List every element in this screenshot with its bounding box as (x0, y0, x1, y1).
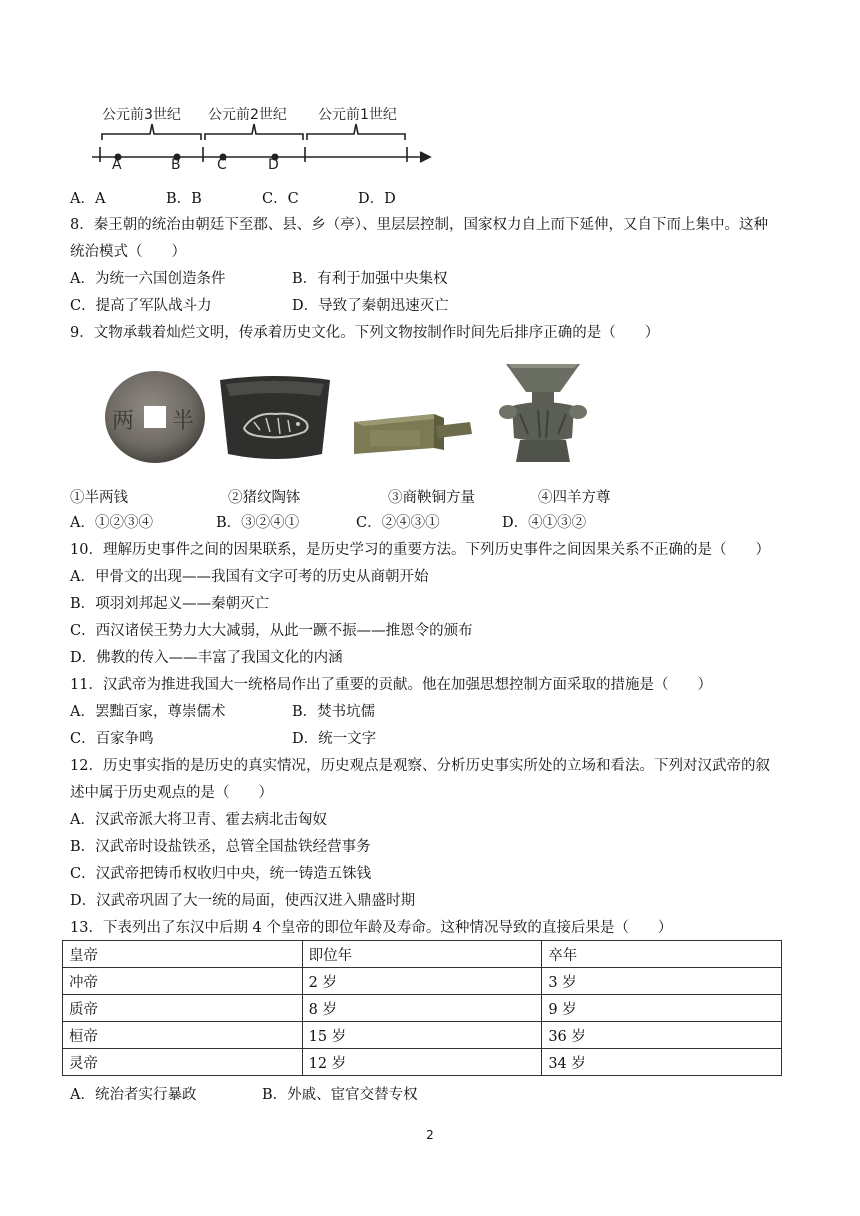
q9-option-d[interactable]: D．④①③② (502, 515, 587, 531)
q8-option-d[interactable]: D．导致了秦朝迅速灭亡 (292, 298, 449, 314)
q13-option-b[interactable]: B．外戚、宦官交替专权 (262, 1087, 418, 1103)
q7-option-d[interactable]: D．D (358, 191, 396, 207)
q9-stem: 9．文物承载着灿烂文明，传承着历史文化。下列文物按制作时间先后排序正确的是（ ） (70, 325, 660, 341)
timeline-point-a: A (112, 157, 122, 173)
table-row (63, 1022, 782, 1049)
caption-pig-bowl: ②猪纹陶钵 (228, 490, 301, 506)
emperor-table (62, 940, 782, 1076)
q11-option-b[interactable]: B．焚书坑儒 (292, 704, 376, 720)
q9-option-c[interactable]: C．②④③① (356, 515, 440, 531)
table-cell: 3 岁 (542, 968, 782, 995)
page-number: 2 (426, 1128, 434, 1142)
table-cell: 15 岁 (302, 1022, 542, 1049)
table-header-cell: 卒年 (542, 941, 782, 968)
timeline-label-2nd-century: 公元前2世纪 (208, 107, 287, 123)
table-cell: 2 岁 (302, 968, 542, 995)
table-cell: 质帝 (63, 995, 303, 1022)
q8-option-b[interactable]: B．有利于加强中央集权 (292, 271, 448, 287)
caption-square-measure: ③商鞅铜方量 (388, 490, 475, 506)
q7-option-b[interactable]: B．B (166, 191, 202, 207)
q9-option-a[interactable]: A．①②③④ (70, 515, 153, 531)
timeline-point-d: D (268, 157, 279, 173)
table-header-cell: 即位年 (302, 941, 542, 968)
table-row (63, 1049, 782, 1076)
timeline-label-3rd-century: 公元前3世纪 (102, 107, 181, 123)
table-row (63, 995, 782, 1022)
q11-stem: 11．汉武帝为推进我国大一统格局作出了重要的贡献。他在加强思想控制方面采取的措施是（ ） (70, 677, 712, 693)
q12-stem-line1: 12．历史事实指的是历史的真实情况，历史观点是观察、分析历史事实所处的立场和看法。下列对汉武帝的叙 (70, 758, 770, 774)
q7-option-c[interactable]: C．C (262, 191, 299, 207)
q8-stem-line1: 8．秦王朝的统治由朝廷下至郡、县、乡（亭）、里层层控制，国家权力自上而下延伸，又自下而上集中。这种 (70, 217, 768, 233)
table-header-row (63, 941, 782, 968)
timeline-point-c: C (217, 157, 227, 173)
table-cell: 12 岁 (302, 1049, 542, 1076)
timeline-figure (90, 100, 440, 180)
q10-stem: 10．理解历史事件之间的因果联系，是历史学习的重要方法。下列历史事件之间因果关系不正确的是（ ） (70, 542, 770, 558)
q12-option-b[interactable]: B．汉武帝时设盐铁丞，总管全国盐铁经营事务 (70, 839, 371, 855)
q11-option-a[interactable]: A．罢黜百家，尊崇儒术 (70, 704, 226, 720)
q13-stem: 13．下表列出了东汉中后期 4 个皇帝的即位年龄及寿命。这种情况导致的直接后果是（ ） (70, 920, 673, 936)
table-cell: 9 岁 (542, 995, 782, 1022)
table-row (63, 968, 782, 995)
table-header-cell: 皇帝 (63, 941, 303, 968)
q12-option-d[interactable]: D．汉武帝巩固了大一统的局面，使西汉进入鼎盛时期 (70, 893, 416, 909)
timeline-point-b: B (171, 157, 181, 173)
q10-option-d[interactable]: D．佛教的传入——丰富了我国文化的内涵 (70, 650, 343, 666)
q10-option-b[interactable]: B．项羽刘邦起义——秦朝灭亡 (70, 596, 270, 612)
banliang-coin-image (100, 368, 210, 466)
q12-stem-line2: 述中属于历史观点的是（ ） (70, 785, 273, 801)
caption-four-ram-zun: ④四羊方尊 (538, 490, 611, 506)
table-cell: 34 岁 (542, 1049, 782, 1076)
coin-char-liang: 两 (112, 409, 135, 434)
caption-banliang-coin: ①半两钱 (70, 490, 128, 506)
q11-option-d[interactable]: D．统一文字 (292, 731, 377, 747)
table-cell: 冲帝 (63, 968, 303, 995)
q8-option-c[interactable]: C．提高了军队战斗力 (70, 298, 212, 314)
table-cell: 8 岁 (302, 995, 542, 1022)
four-ram-square-zun-image (498, 358, 588, 468)
table-cell: 灵帝 (63, 1049, 303, 1076)
q9-option-b[interactable]: B．③②④① (216, 515, 300, 531)
q8-option-a[interactable]: A．为统一六国创造条件 (70, 271, 226, 287)
shang-yang-square-measure-image (350, 404, 475, 456)
q10-option-a[interactable]: A．甲骨文的出现——我国有文字可考的历史从商朝开始 (70, 569, 429, 585)
coin-char-ban: 半 (172, 409, 195, 434)
q10-option-c[interactable]: C．西汉诸侯王势力大大减弱，从此一蹶不振——推恩令的颁布 (70, 623, 473, 639)
q12-option-c[interactable]: C．汉武帝把铸币权收归中央，统一铸造五铢钱 (70, 866, 372, 882)
pig-pattern-bowl-image (214, 374, 336, 462)
table-cell: 36 岁 (542, 1022, 782, 1049)
timeline-label-1st-century: 公元前1世纪 (318, 107, 397, 123)
q13-option-a[interactable]: A．统治者实行暴政 (70, 1087, 197, 1103)
q11-option-c[interactable]: C．百家争鸣 (70, 731, 154, 747)
q8-stem-line2: 统治模式（ ） (70, 244, 186, 260)
q12-option-a[interactable]: A．汉武帝派大将卫青、霍去病北击匈奴 (70, 812, 327, 828)
q7-option-a[interactable]: A．A (70, 191, 106, 207)
table-cell: 桓帝 (63, 1022, 303, 1049)
